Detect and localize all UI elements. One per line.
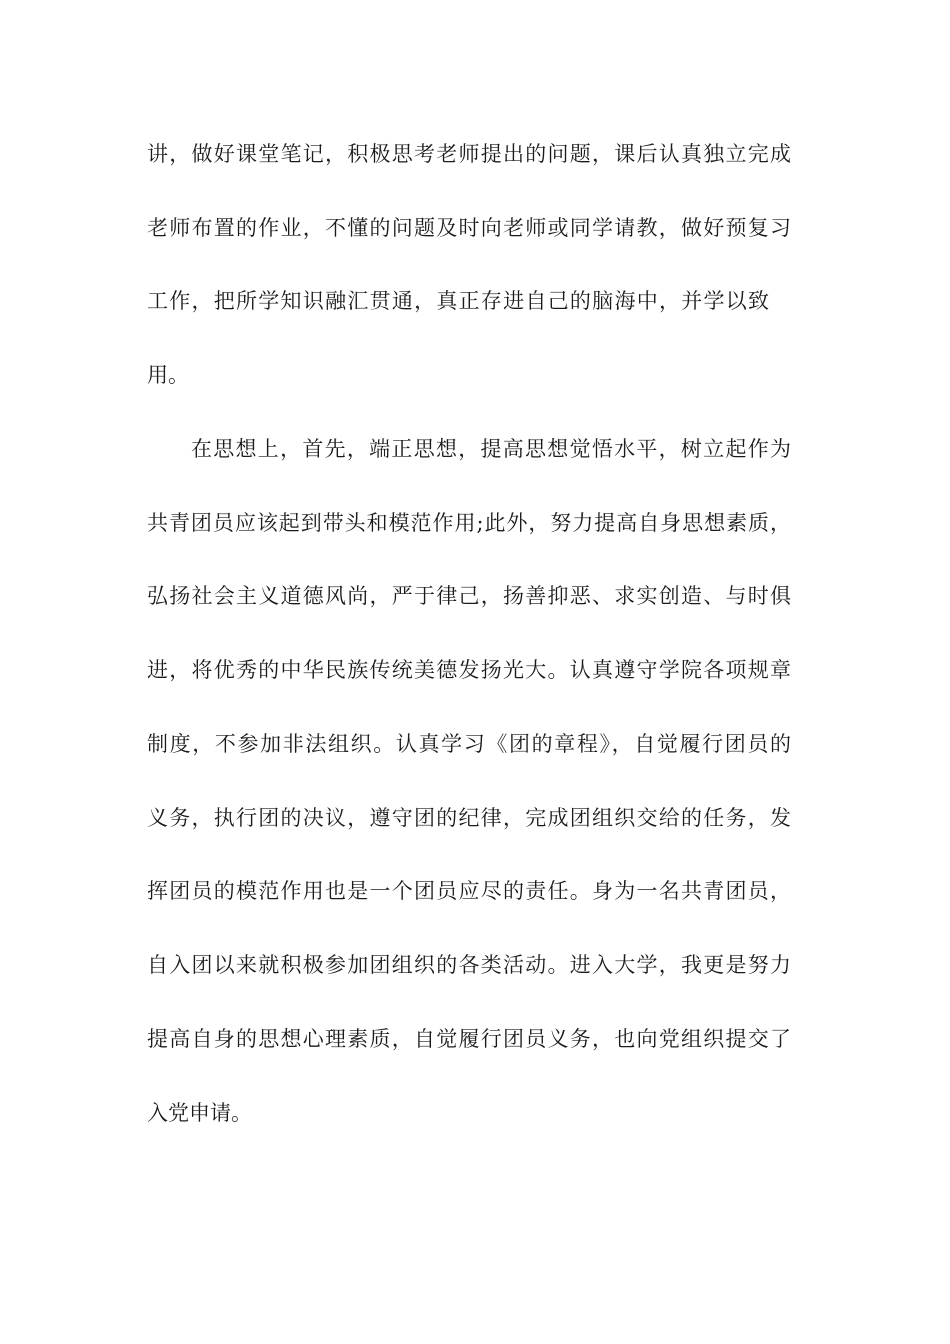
text-line: 共青团员应该起到带头和模范作用;此外，努力提高自身思想素质，: [147, 511, 791, 535]
text-line: 提高自身的思想心理素质，自觉履行团员义务，也向党组织提交了: [147, 1027, 791, 1051]
text-line: 讲，做好课堂笔记，积极思考老师提出的问题，课后认真独立完成: [147, 142, 791, 166]
text-line: 制度，不参加非法组织。认真学习《团的章程》，自觉履行团员的: [147, 732, 791, 756]
text-line: 义务，执行团的决议，遵守团的纪律，完成团组织交给的任务，发: [147, 806, 791, 830]
paragraph-first-line: 在思想上，首先，端正思想，提高思想觉悟水平，树立起作为: [191, 437, 791, 461]
text-line: 进，将优秀的中华民族传统美德发扬光大。认真遵守学院各项规章: [147, 658, 791, 682]
text-line: 入党申请。: [147, 1101, 252, 1125]
text-line: 自入团以来就积极参加团组织的各类活动。进入大学，我更是努力: [147, 953, 791, 977]
text-line: 工作，把所学知识融汇贯通，真正存进自己的脑海中，并学以致: [147, 289, 769, 313]
text-line: 老师布置的作业，不懂的问题及时向老师或同学请教，做好预复习: [147, 216, 791, 240]
text-line: 弘扬社会主义道德风尚，严于律己，扬善抑恶、求实创造、与时俱: [147, 584, 791, 608]
text-line: 用。: [147, 363, 189, 387]
text-line: 挥团员的模范作用也是一个团员应尽的责任。身为一名共青团员，: [147, 879, 791, 903]
